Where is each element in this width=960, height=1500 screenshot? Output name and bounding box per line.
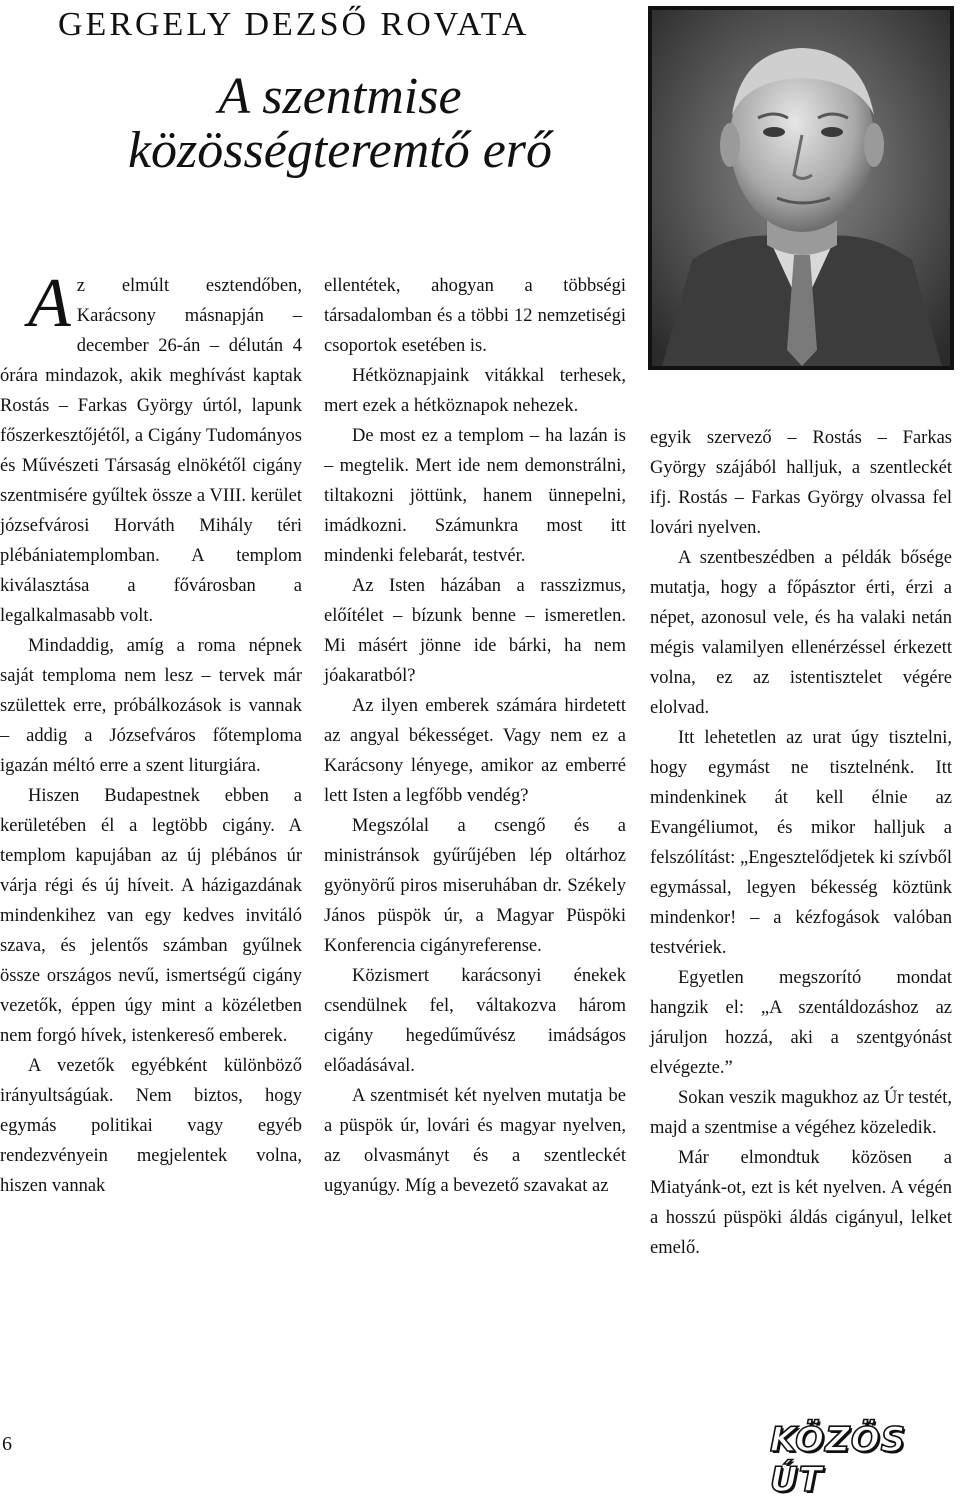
paragraph: Hiszen Budapestnek ebben a kerületében él a legtöbb cigány. A templom kapujában az új plébános úr várja régi és új híveit. A házigazdának mindenkihez van egy kedves invitáló szava, és jelentős számban gyűlnek össze országos nevű, ismertségű cigány vezetők, éppen úgy mint a közéletben nem forgó hívek, istenkereső emberek. xyxy=(0,786,302,1046)
rubric-header: GERGELY DEZSŐ ROVATA xyxy=(58,6,530,43)
paragraph: De most ez a templom – ha lazán is – megtelik. Mert ide nem demonstrálni, tiltakozni jöttünk, hanem ünnepelni, imádkozni. Számunkra most itt mindenki felebarát, testvér. xyxy=(324,426,626,566)
article-column-1 xyxy=(0,265,302,1201)
paragraph: Egyetlen megszorító mondat hangzik el: „A szentáldozáshoz az járuljon hozzá, aki a szentgyónást elvégezte.” xyxy=(650,968,952,1078)
paragraph: A szentbeszédben a példák bősége mutatja, hogy a főpásztor érti, érzi a népet, azonosul vele, és ha valaki netán mégis valamilyen ellenérzéssel érkezett volna, ez az istentisztelet végére elolvad. xyxy=(650,548,952,718)
portrait-photo xyxy=(648,6,954,370)
drop-cap: A xyxy=(28,265,71,342)
portrait-illustration xyxy=(652,10,950,366)
paragraph: A szentmisét két nyelven mutatja be a püspök úr, lovári és magyar nyelven, az olvasmányt és a szentleckét ugyanúgy. Míg a bevezető szavakat az xyxy=(324,1086,626,1196)
paragraph: Közismert karácsonyi énekek csendülnek fel, váltakozva három cigány hegedűművész imádságos előadásával. xyxy=(324,966,626,1076)
paragraph: Az ilyen emberek számára hirdetett az angyal békességet. Vagy nem ez a Karácsony lényege, amikor az emberré lett Isten a legfőbb vendég? xyxy=(324,696,626,806)
paragraph: Megszólal a csengő és a ministránsok gyűrűjében lép oltárhoz gyönyörű piros miseruhában dr. Székely János püspök úr, a Magyar Püspöki Konferencia cigányreferense. xyxy=(324,816,626,956)
title-line-1: A szentmise xyxy=(218,68,462,125)
paragraph: Az elmúlt esztendőben, Karácsony másnapján – december 26-án – délután 4 órára mindazok, akik meghívást kaptak Rostás – Farkas György úrtól, lapunk főszerkesztőjétől, a Cigány Tudományos és Művészeti Társaság elnökétől cigány szentmisére gyűltek össze a VIII. kerület józsefvárosi Horváth Mihály téri plébániatemplomban. A templom kiválasztása a fővárosban a legalkalmasabb volt. xyxy=(0,265,302,626)
paragraph: Mindaddig, amíg a roma népnek saját temploma nem lesz – tervek már születtek erre, próbálkozások is vannak – addig a Józsefváros főtemploma igazán méltó erre a szent liturgiára. xyxy=(0,636,302,776)
paragraph: ellentétek, ahogyan a többségi társadalomban és a többi 12 nemzetiségi csoportok esetében is. xyxy=(324,276,626,356)
paragraph: Itt lehetetlen az urat úgy tisztelni, hogy egymást ne tisztelnénk. Itt mindenkinek át kell élnie az Evangéliumot, és mikor halljuk a felszólítást: „Engesztelődjetek ki szívből egymással, legyen békesség köztünk mindenkor! – a kézfogások valóban testvériek. xyxy=(650,728,952,958)
paragraph: Az Isten házában a rasszizmus, előítélet – bízunk benne – ismeretlen. Mi másért jönne ide bárki, ha nem jóakaratból? xyxy=(324,576,626,686)
title-line-2: közösségteremtő erő xyxy=(127,122,553,179)
paragraph: egyik szervező – Rostás – Farkas György szájából halljuk, a szentleckét ifj. Rostás – Farkas György olvassa fel lovári nyelven. xyxy=(650,428,952,538)
article-column-2 xyxy=(324,271,626,1201)
paragraph: Már elmondtuk közösen a Miatyánk-ot, ezt is két nyelven. A végén a hosszú püspöki áldás cigányul, lelket emelő. xyxy=(650,1148,952,1258)
article-title xyxy=(100,70,580,178)
paragraph: Hétköznapjaink vitákkal terhesek, mert ezek a hétköznapok nehezek. xyxy=(324,366,626,416)
page-number: 6 xyxy=(2,1433,12,1455)
paragraph: A vezetők egyébként különböző irányultságúak. Nem biztos, hogy egymás politikai vagy egyéb rendezvényein megjelentek volna, hiszen vannak xyxy=(0,1056,302,1196)
article-column-3 xyxy=(650,423,952,1263)
magazine-logo: KÖZÖS ÚT xyxy=(770,1420,907,1500)
paragraph: Sokan veszik magukhoz az Úr testét, majd a szentmise a végéhez közeledik. xyxy=(650,1088,952,1138)
